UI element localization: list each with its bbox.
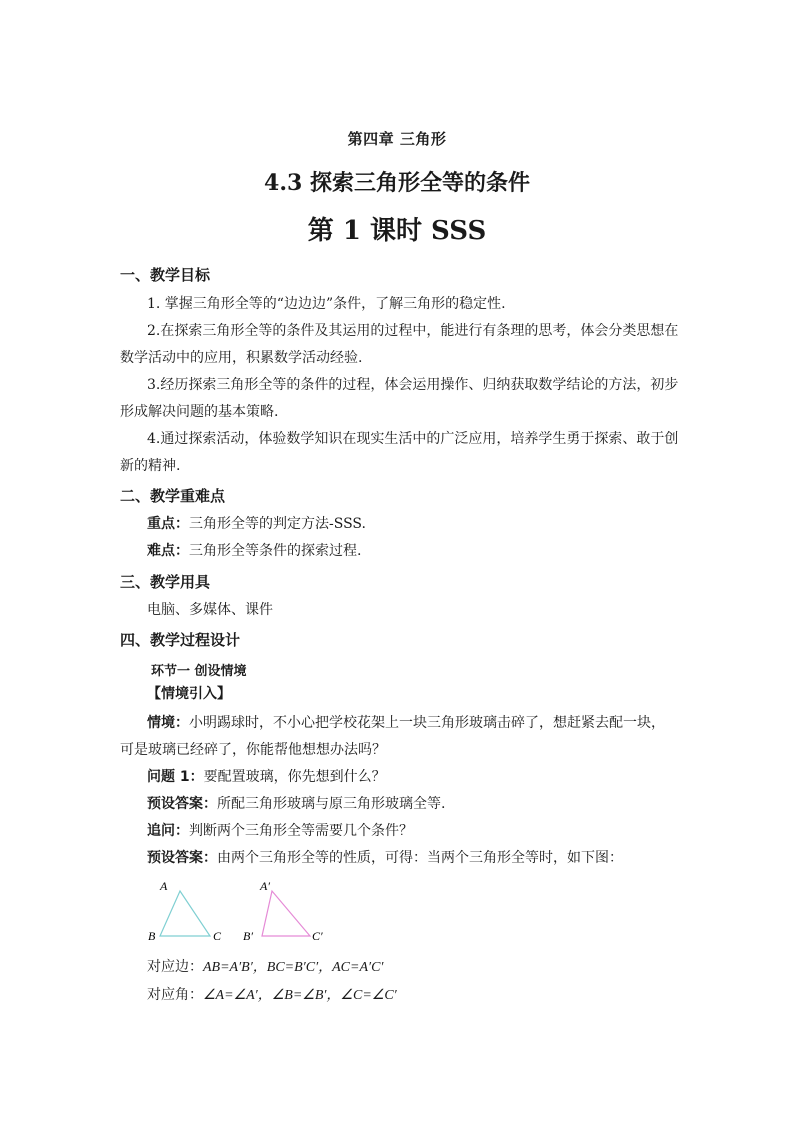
teaching-tools-text: 电脑、多媒体、课件 (147, 602, 273, 618)
label-b-prime: B′ (243, 929, 253, 943)
goal-4-line2: 新的精神. (120, 458, 181, 474)
follow-up-label: 追问： (147, 823, 189, 839)
corresponding-sides (147, 957, 383, 978)
answer-1-label: 预设答案： (147, 796, 217, 812)
label-c-prime: C′ (312, 929, 323, 943)
link-one-title: 环节一 创设情境 (151, 664, 247, 679)
difficult-point-text: 三角形全等条件的探索过程. (189, 543, 362, 559)
answer-2-label: 预设答案： (147, 850, 217, 866)
chapter-title: 第四章 三角形 (347, 130, 447, 148)
label-c: C (213, 929, 222, 943)
answer-2 (147, 848, 623, 868)
question-1-label: 问题 1： (147, 769, 204, 785)
follow-up-text: 判断两个三角形全等需要几个条件？ (189, 823, 413, 839)
label-a-prime: A′ (260, 879, 270, 893)
corresponding-sides-text: AB=A′B′，BC=B′C′，AC=A′C′ (203, 960, 384, 975)
goal-2-line1: 2.在探索三角形全等的条件及其运用的过程中，能进行有条理的思考，体会分类思想在 (147, 323, 679, 339)
congruent-triangles-figure (140, 874, 340, 946)
answer-1 (147, 794, 445, 814)
situation-intro-heading: 【情境引入】 (147, 686, 231, 702)
situation-line1 (147, 713, 665, 733)
answer-1-text: 所配三角形玻璃与原三角形玻璃全等. (217, 796, 446, 812)
heading-teaching-goals: 一、教学目标 (120, 266, 211, 284)
goal-2-line2: 数学活动中的应用，积累数学活动经验. (120, 350, 363, 366)
corresponding-angles-label: 对应角： (147, 987, 203, 1003)
question-1-text: 要配置玻璃，你先想到什么？ (203, 769, 386, 785)
answer-2-text: 由两个三角形全等的性质，可得：当两个三角形全等时，如下图： (217, 850, 623, 866)
difficult-point (147, 541, 361, 561)
goal-3-line1: 3.经历探索三角形全等的条件的过程，体会运用操作、归纳获取数学结论的方法，初步 (147, 377, 679, 393)
section-title: 4.3 探索三角形全等的条件 (264, 170, 530, 196)
corresponding-angles (147, 985, 397, 1006)
key-point-text: 三角形全等的判定方法-SSS. (189, 516, 366, 532)
lesson-title: 第 1 课时 SSS (307, 216, 487, 246)
triangle-abc-prime (262, 891, 310, 936)
goal-3-line2: 形成解决问题的基本策略. (120, 404, 279, 420)
situation-label: 情境： (147, 715, 189, 731)
corresponding-angles-text: ∠A=∠A′，∠B=∠B′，∠C=∠C′ (203, 988, 397, 1003)
triangle-abc (160, 891, 210, 936)
key-point-label: 重点： (147, 516, 189, 532)
heading-process-design: 四、教学过程设计 (120, 631, 241, 649)
goal-1: 1. 掌握三角形全等的“边边边”条件，了解三角形的稳定性. (147, 296, 506, 312)
question-1 (147, 767, 386, 787)
difficult-point-label: 难点： (147, 543, 189, 559)
goal-4-line1: 4.通过探索活动，体验数学知识在现实生活中的广泛应用，培养学生勇于探索、敢于创 (147, 431, 679, 447)
situation-line2: 可是玻璃已经碎了，你能帮他想想办法吗？ (120, 742, 386, 758)
label-b: B (148, 929, 156, 943)
follow-up-question (147, 821, 413, 841)
heading-teaching-tools: 三、教学用具 (120, 573, 211, 591)
label-a: A (160, 879, 168, 893)
key-point (147, 514, 366, 534)
situation-text-1: 小明踢球时，不小心把学校花架上一块三角形玻璃击碎了，想赶紧去配一块， (189, 715, 665, 731)
heading-key-points: 二、教学重难点 (120, 487, 226, 505)
corresponding-sides-label: 对应边： (147, 959, 203, 975)
